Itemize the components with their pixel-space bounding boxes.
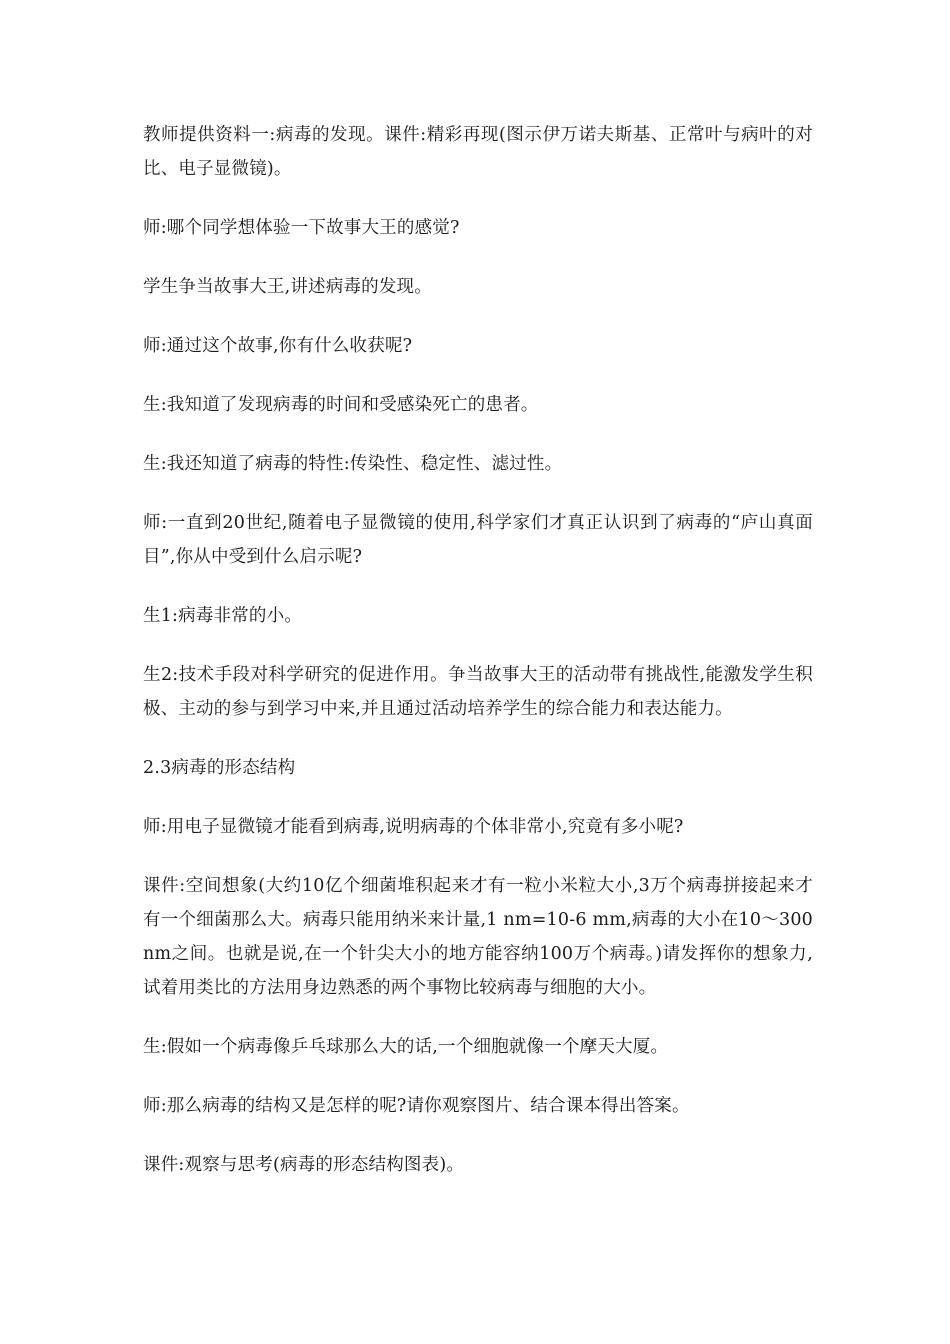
paragraph-teacher-question: 师:哪个同学想体验一下故事大王的感觉? (143, 218, 460, 238)
paragraph-student-story: 学生争当故事大王,讲述病毒的发现。 (143, 277, 432, 297)
paragraph-material-one: 教师提供资料一:病毒的发现。课件:精彩再现(图示伊万诺夫斯基、正常叶与病叶的对比、电子显微镜)。 (143, 125, 813, 179)
section-heading: 2.3病毒的形态结构 (143, 758, 296, 778)
paragraph-teacher-gain: 师:通过这个故事,你有什么收获呢? (143, 336, 413, 356)
paragraph-student-answer-1: 生:我知道了发现病毒的时间和受感染死亡的患者。 (143, 395, 539, 415)
paragraph-teacher-microscope: 师:一直到20世纪,随着电子显微镜的使用,科学家们才真正认识到了病毒的“庐山真面目”,你从中受到什么启示呢? (143, 513, 813, 567)
paragraph-courseware-imagination: 课件:空间想象(大约10亿个细菌堆积起来才有一粒小米粒大小,3万个病毒拼接起来才有一个细菌那么大。病毒只能用纳米来计量,1 nm=10-6 mm,病毒的大小在10～300 nm之间。也就是说,在一个针尖大小的地方能容纳100万个病毒。)请发挥你的想象力,试着用类比的方法用身边熟悉的两个事物比较病毒与细胞的大小。 (143, 876, 813, 998)
paragraph-student-answer-2: 生:我还知道了病毒的特性:传染性、稳定性、滤过性。 (143, 454, 563, 474)
paragraph-teacher-size: 师:用电子显微镜才能看到病毒,说明病毒的个体非常小,究竟有多小呢? (143, 817, 684, 837)
document-body (143, 118, 813, 1207)
paragraph-teacher-structure: 师:那么病毒的结构又是怎样的呢?请你观察图片、结合课本得出答案。 (143, 1096, 690, 1116)
paragraph-courseware-observe: 课件:观察与思考(病毒的形态结构图表)。 (143, 1155, 465, 1175)
paragraph-student-1: 生1:病毒非常的小。 (143, 606, 303, 626)
paragraph-student-2: 生2:技术手段对科学研究的促进作用。争当故事大王的活动带有挑战性,能激发学生积极、主动的参与到学习中来,并且通过活动培养学生的综合能力和表达能力。 (143, 665, 813, 719)
paragraph-student-analogy: 生:假如一个病毒像乒乓球那么大的话,一个细胞就像一个摩天大厦。 (143, 1037, 669, 1057)
